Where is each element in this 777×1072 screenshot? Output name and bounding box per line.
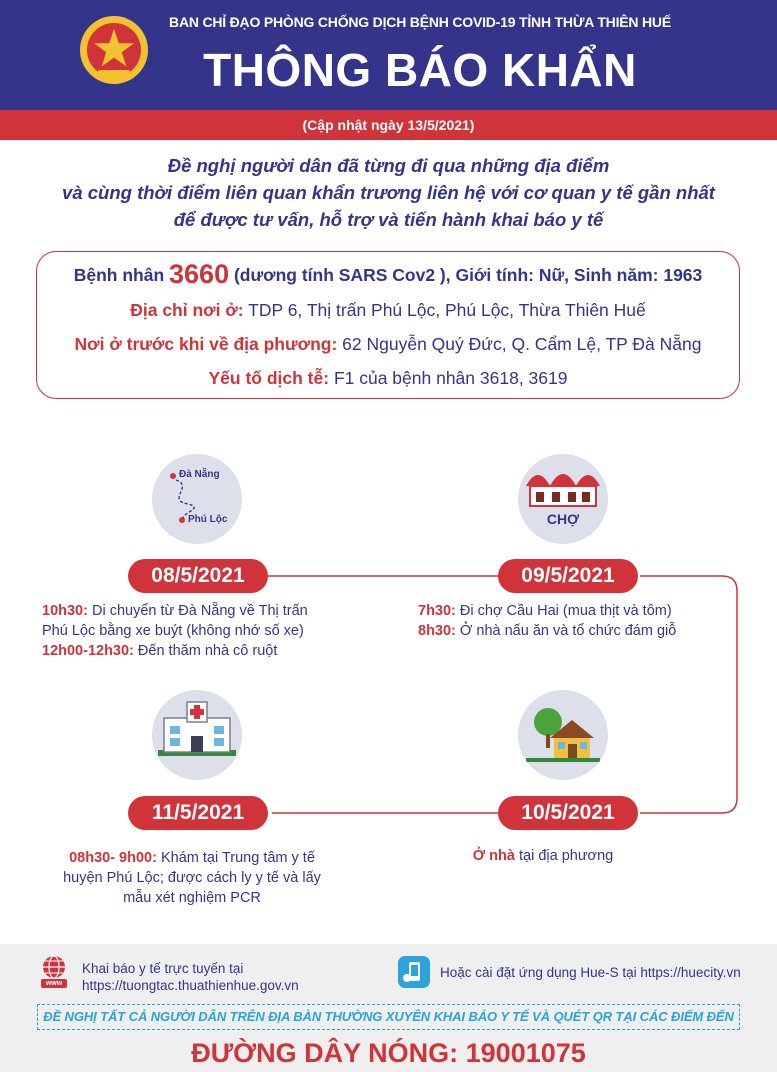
web-declaration [82, 960, 299, 994]
epi-label: Yếu tố dịch tễ: [208, 368, 330, 388]
entry-11-5-line-3: mẫu xét nghiệm PCR [123, 890, 261, 906]
intro-text [60, 152, 717, 233]
entry-09-5-line-2: 8h30: Ở nhà nấu ăn và tổ chức đám giỗ [418, 623, 677, 639]
qr-banner: ĐỀ NGHỊ TẤT CẢ NGƯỜI DÂN TRÊN ĐỊA BÀN THƯỜNG XUYÊN KHAI BÁO Y TẾ VÀ QUÉT QR TẠI CÁC ĐIỂM ĐẾN [37, 1004, 740, 1030]
prev-address-value: 62 Nguyễn Quý Đức, Q. Cẩm Lệ, TP Đà Nẵng [342, 334, 702, 354]
www-globe-icon [38, 954, 70, 988]
route-to-label: Phú Lộc [188, 514, 228, 525]
date-pill-11-5: 11/5/2021 [128, 796, 268, 830]
entry-08-5 [42, 601, 372, 661]
address-label: Địa chỉ nơi ở: [130, 300, 244, 320]
market-label: CHỢ [546, 511, 580, 527]
update-date: (Cập nhật ngày 13/5/2021) [302, 117, 475, 133]
patient-prefix: Bệnh nhân [73, 265, 165, 285]
entry-10-5-line-1: Ở nhà tại địa phương [472, 848, 614, 864]
app-install-text[interactable]: Hoặc cài đặt ứng dụng Hue-S tại https://huecity.vn [440, 965, 741, 980]
web-declaration-url[interactable]: https://tuongtac.thuathienhue.gov.vn [82, 978, 299, 993]
route-map-icon [152, 454, 242, 544]
home-icon [518, 690, 608, 780]
date-pill-08-5: 08/5/2021 [128, 559, 268, 593]
patient-status: (dương tính SARS Cov2 ), Giới tính: Nữ, Sinh năm: 1963 [233, 265, 703, 285]
web-declaration-label: Khai báo y tế trực tuyến tại [82, 961, 244, 976]
entry-08-5-line-2: Phú Lộc bằng xe buýt (không nhớ số xe) [42, 623, 304, 639]
entry-09-5 [418, 601, 738, 641]
patient-id-line [36, 259, 740, 290]
entry-11-5-line-1: 08h30- 9h00: Khám tại Trung tâm y tế [69, 850, 315, 866]
patient-address-line [36, 300, 740, 321]
patient-prev-address-line [36, 334, 740, 355]
hotline: ĐƯỜNG DÂY NÓNG: 19001075 [191, 1038, 586, 1068]
national-emblem-icon [78, 14, 150, 86]
entry-09-5-line-1: 7h30: Đi chợ Cầu Hai (mua thịt và tôm) [418, 603, 672, 619]
mobile-app-icon [398, 956, 430, 988]
route-from-label: Đà Nẵng [179, 469, 220, 480]
patient-epi-line [36, 368, 740, 389]
entry-08-5-line-3: 12h00-12h30: Đến thăm nhà cô ruột [42, 643, 278, 659]
date-pill-10-5: 10/5/2021 [498, 796, 638, 830]
entry-10-5 [418, 846, 668, 866]
address-value: TDP 6, Thị trấn Phú Lộc, Phú Lộc, Thừa Thiên Huế [248, 300, 646, 320]
intro-line-2: và cùng thời điểm liên quan khẩn trương liên hệ với cơ quan y tế gần nhất [62, 182, 715, 203]
issuing-organization: BAN CHỈ ĐẠO PHÒNG CHỐNG DỊCH BỆNH COVID-19 TỈNH THỪA THIÊN HUẾ [169, 14, 671, 30]
entry-11-5-line-2: huyện Phú Lộc; được cách ly y tế và lấy [63, 870, 321, 886]
patient-number: 3660 [169, 259, 230, 289]
hospital-icon [152, 690, 242, 780]
www-label: www [41, 979, 67, 988]
epi-value: F1 của bệnh nhân 3618, 3619 [333, 368, 568, 388]
page-title: THÔNG BÁO KHẨN [203, 44, 637, 96]
intro-line-1: Đề nghị người dân đã từng đi qua những địa điểm [167, 155, 610, 176]
date-pill-09-5: 09/5/2021 [498, 559, 638, 593]
entry-08-5-line-1: 10h30: Di chuyển từ Đà Nẵng về Thị trấn [42, 603, 308, 619]
prev-address-label: Nơi ở trước khi về địa phương: [74, 334, 338, 354]
entry-11-5 [42, 848, 342, 908]
intro-line-3: để được tư vấn, hỗ trợ và tiến hành khai báo y tế [173, 209, 604, 230]
market-icon [518, 454, 608, 544]
